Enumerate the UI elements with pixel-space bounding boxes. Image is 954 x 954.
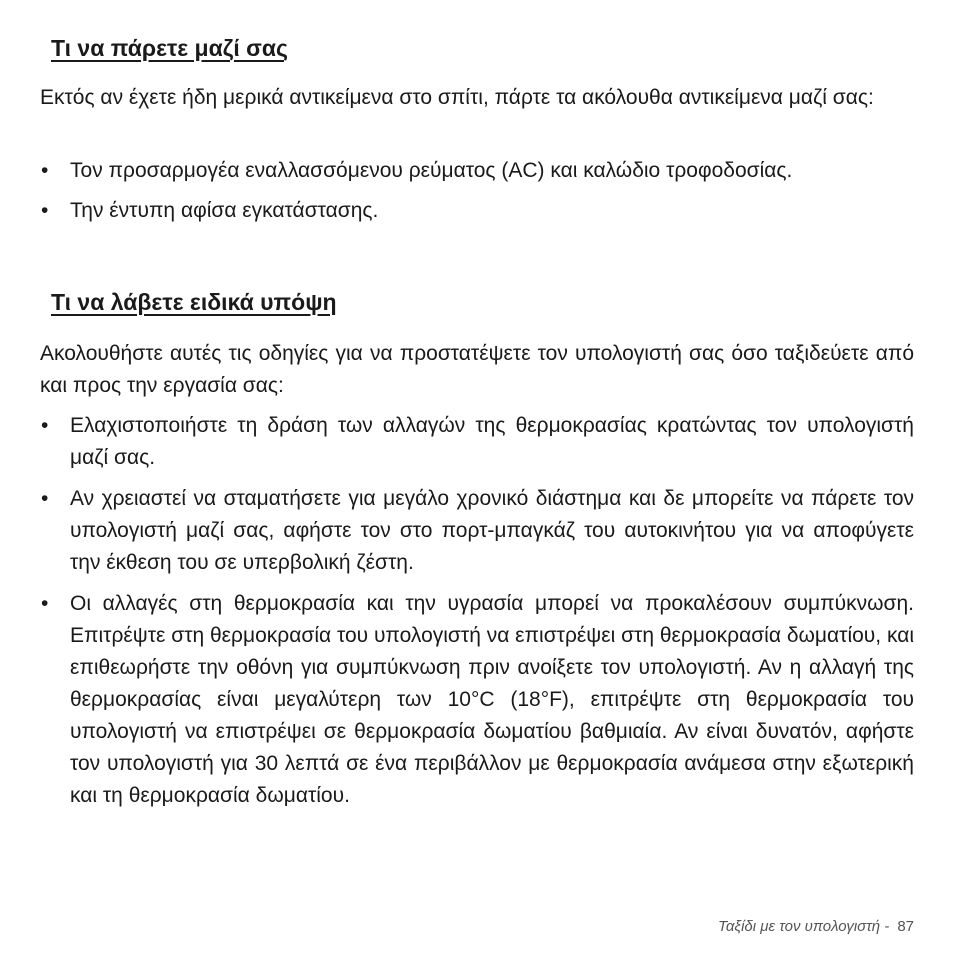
list-item xyxy=(40,195,914,227)
bullet-marker: • xyxy=(41,592,49,615)
footer-chapter-title: Ταξίδι με τον υπολογιστή - xyxy=(718,918,890,935)
list-item xyxy=(40,155,914,187)
bullet-marker: • xyxy=(41,199,49,222)
section-intro-special-considerations: Ακολουθήστε αυτές τις οδηγίες για να προστατέψετε τον υπολογιστή σας όσο ταξιδεύετε από και προς την εργασία σας: xyxy=(40,342,914,397)
bullet-marker: • xyxy=(41,159,49,182)
bullet-list-what-to-bring xyxy=(40,155,914,235)
bullet-list-special-considerations xyxy=(40,410,914,821)
list-item-text: Αν χρειαστεί να σταματήσετε για μεγάλο χρονικό διάστημα και δε μπορείτε να πάρετε τον υπολογιστή μαζί σας, αφήστε τον στο πορτ-μπαγκάζ του αυτοκινήτου για να αποφύγετε την έκθεση του σε υπερβολική ζέστη. xyxy=(70,487,914,574)
section-intro-what-to-bring: Εκτός αν έχετε ήδη μερικά αντικείμενα στο σπίτι, πάρτε τα ακόλουθα αντικείμενα μαζί σας: xyxy=(40,86,874,109)
list-item-text: Ελαχιστοποιήστε τη δράση των αλλαγών της θερμοκρασίας κρατώντας τον υπολογιστή μαζί σας. xyxy=(70,414,914,469)
bullet-marker: • xyxy=(41,487,49,510)
page-number: 87 xyxy=(897,918,914,935)
list-item-text: Την έντυπη αφίσα εγκατάστασης. xyxy=(70,199,379,222)
list-item-text: Οι αλλαγές στη θερμοκρασία και την υγρασία μπορεί να προκαλέσουν συμπύκνωση. Επιτρέψτε στη θερμοκρασία του υπολογιστή να επιστρέψει στη θερμοκρασία δωματίου, και επιθεωρήστε την οθόνη για συμπύκνωση πριν ανοίξετε τον υπολογιστή. Αν η αλλαγή της θερμοκρασίας είναι μεγαλύτερη των 10°C (18°F), επιτρέψτε στη θερμοκρασία του υπολογιστή να επιστρέψει σε θερμοκρασία δωματίου βαθμιαία. Αν είναι δυνατόν, αφήστε τον υπολογιστή για 30 λεπτά σε ένα περιβάλλον με θερμοκρασία ανάμεσα στην εξωτερική και τη θερμοκρασία δωματίου. xyxy=(70,592,914,807)
section-heading-special-considerations: Τι να λάβετε ειδικά υπόψη xyxy=(51,289,337,315)
list-item xyxy=(40,483,914,579)
page-footer xyxy=(718,917,914,937)
list-item xyxy=(40,588,914,812)
bullet-marker: • xyxy=(41,414,49,437)
list-item-text: Τον προσαρμογέα εναλλασσόμενου ρεύματος (AC) και καλώδιο τροφοδοσίας. xyxy=(70,159,793,182)
section-heading-what-to-bring: Τι να πάρετε μαζί σας xyxy=(51,35,288,61)
list-item xyxy=(40,410,914,474)
